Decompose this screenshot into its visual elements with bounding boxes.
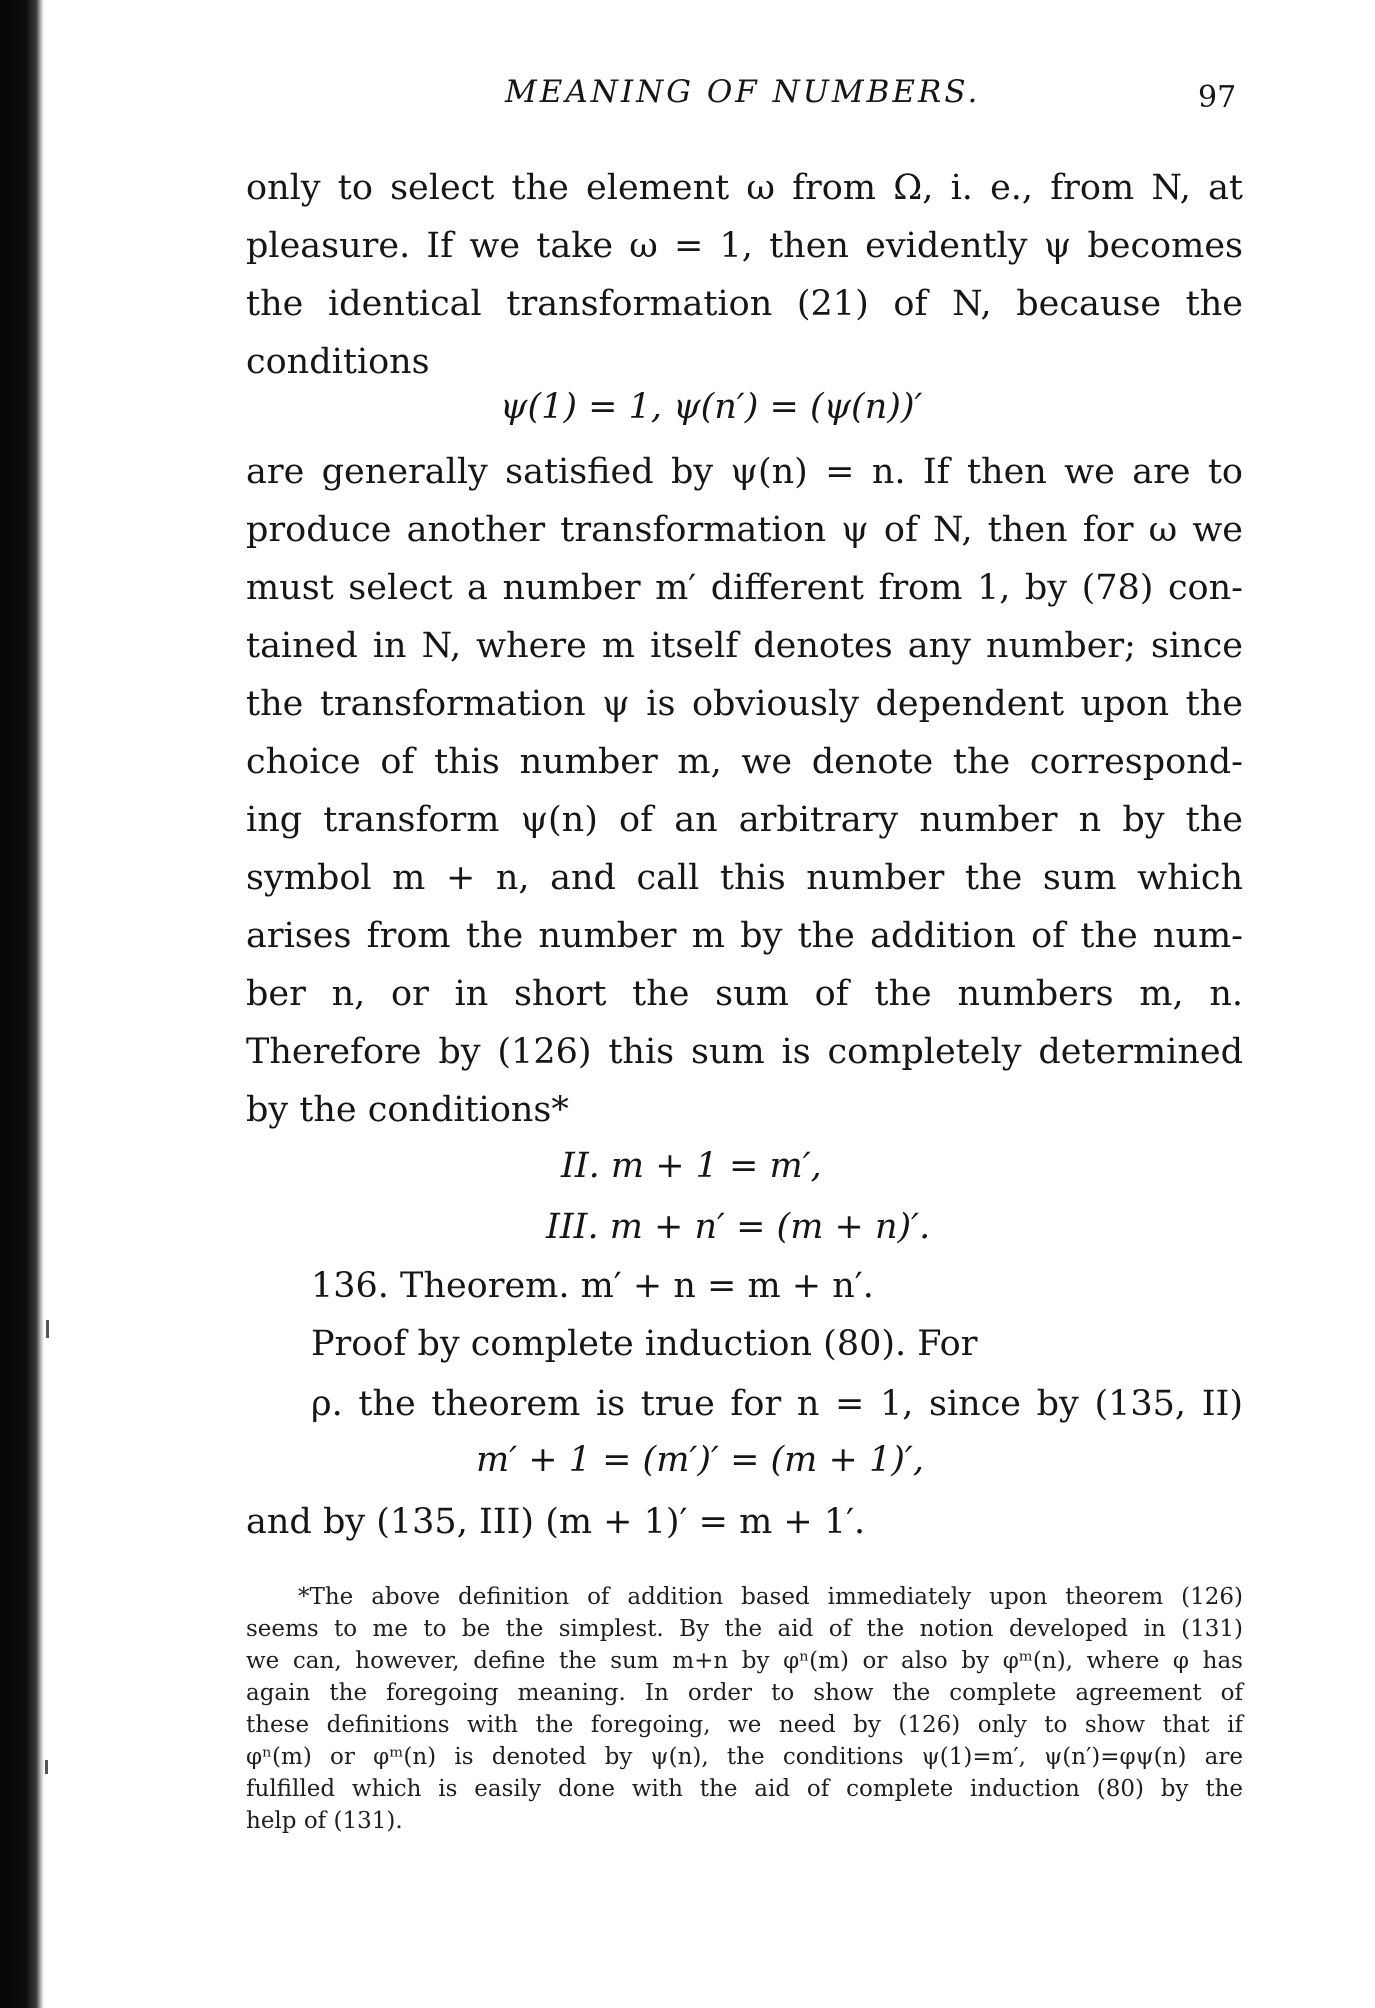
footnote-line: we can, however, define the sum m+n by φⁿ(m) or also by φᵐ(n), where φ has bbox=[246, 1648, 1243, 1674]
footnote-line: fulfilled which is easily done with the aid of complete induction (80) by the bbox=[246, 1776, 1243, 1802]
body-line: Therefore by (126) this sum is completely determined bbox=[246, 1032, 1243, 1072]
body-line: ber n, or in short the sum of the numbers m, n. bbox=[246, 974, 1243, 1014]
book-spine-shadow bbox=[0, 0, 44, 2008]
body-line: tained in N, where m itself denotes any number; since bbox=[246, 626, 1243, 666]
running-title: MEANING OF NUMBERS. bbox=[505, 74, 981, 110]
page-header bbox=[0, 74, 1375, 114]
spine-speck bbox=[45, 1760, 48, 1774]
footnote-line: again the foregoing meaning. In order to show the complete agreement of bbox=[246, 1680, 1243, 1706]
spine-speck bbox=[46, 1320, 49, 1338]
body-line: conditions bbox=[246, 342, 430, 382]
body-line: by the conditions* bbox=[246, 1090, 569, 1130]
body-line: the identical transformation (21) of N, because the bbox=[246, 284, 1243, 324]
footnote-line: these definitions with the foregoing, we need by (126) only to show that if bbox=[246, 1712, 1243, 1738]
footnote-line: help of (131). bbox=[246, 1808, 403, 1834]
body-line: ρ. the theorem is true for n = 1, since by (135, II) bbox=[311, 1384, 1243, 1424]
display-equation: ψ(1) = 1, ψ(n′) = (ψ(n))′ bbox=[500, 387, 923, 427]
display-equation: III. m + n′ = (m + n)′. bbox=[546, 1207, 931, 1247]
body-line: and by (135, III) (m + 1)′ = m + 1′. bbox=[246, 1502, 866, 1542]
body-line: are generally satisfied by ψ(n) = n. If then we are to bbox=[246, 452, 1243, 492]
body-line: pleasure. If we take ω = 1, then evidently ψ becomes bbox=[246, 226, 1243, 266]
theorem-line: 136. Theorem. m′ + n = m + n′. bbox=[311, 1266, 874, 1306]
body-line: choice of this number m, we denote the correspond- bbox=[246, 742, 1243, 782]
body-line: must select a number m′ different from 1, by (78) con- bbox=[246, 568, 1243, 608]
body-line: the transformation ψ is obviously dependent upon the bbox=[246, 684, 1243, 724]
body-line: ing transform ψ(n) of an arbitrary number n by the bbox=[246, 800, 1243, 840]
footnote-line: seems to me to be the simplest. By the aid of the notion developed in (131) bbox=[246, 1616, 1243, 1642]
body-line: arises from the number m by the addition of the num- bbox=[246, 916, 1243, 956]
body-line: symbol m + n, and call this number the sum which bbox=[246, 858, 1243, 898]
proof-line: Proof by complete induction (80). For bbox=[311, 1324, 978, 1364]
body-line: produce another transformation ψ of N, then for ω we bbox=[246, 510, 1243, 550]
footnote-line: *The above definition of addition based immediately upon theorem (126) bbox=[298, 1584, 1243, 1610]
display-equation: m′ + 1 = (m′)′ = (m + 1)′, bbox=[476, 1440, 924, 1480]
display-equation: II. m + 1 = m′, bbox=[561, 1146, 822, 1186]
footnote-line: φⁿ(m) or φᵐ(n) is denoted by ψ(n), the conditions ψ(1)=m′, ψ(n′)=φψ(n) are bbox=[246, 1744, 1243, 1770]
body-line: only to select the element ω from Ω, i. e., from N, at bbox=[246, 168, 1243, 208]
page-number: 97 bbox=[1198, 80, 1237, 115]
